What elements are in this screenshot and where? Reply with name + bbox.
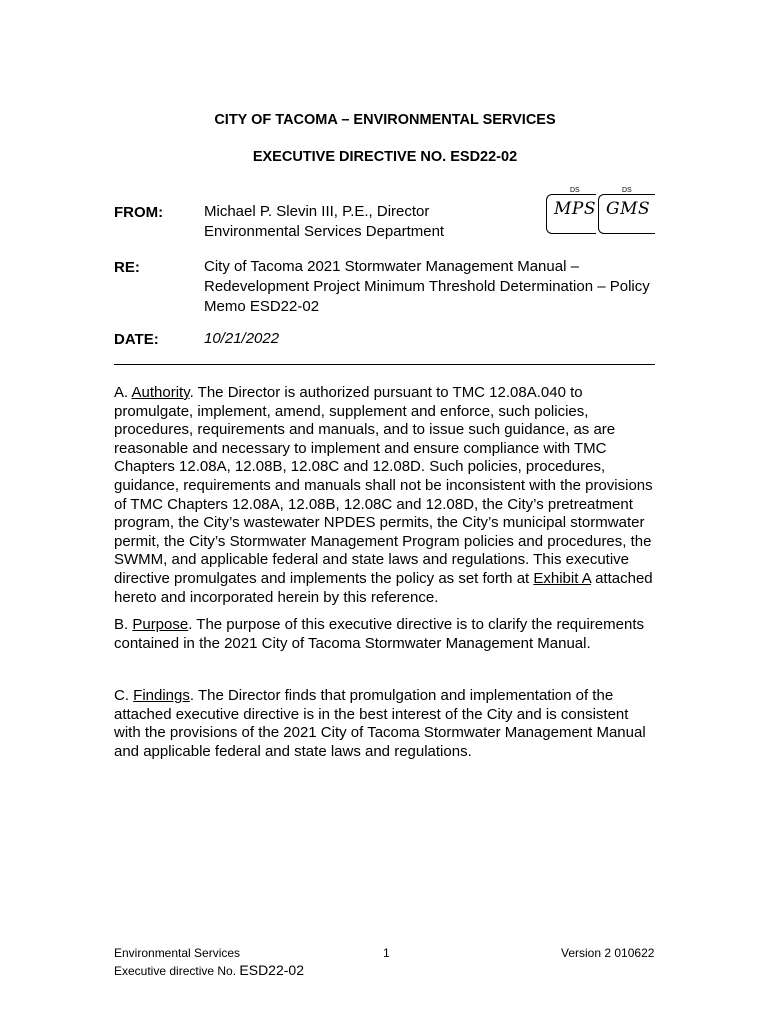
section-findings [114,687,659,761]
directive-number-title: EXECUTIVE DIRECTIVE NO. ESD22-02 [252,149,518,165]
section-text: . The Director is authorized pursuant to TMC 12.08A.040 to promulgate, implement, amend, supplement and enforce, such policies, procedures, requirements and manuals, and to issue such guidance, as are reasonable and necessary to implement and ensure compliance with TMC Chapters 12.08A, 12.08B, 12.08C and 12.08D. Such policies, procedures, guidance, requirements and manuals shall not be inconsistent with the provisions of TMC Chapters 12.08A, 12.08B, 12.08C and 12.08D, the City’s pretreatment program, the City’s wastewater NPDES permits, the City’s municipal stormwater permit, the City’s Stormwater Management Program policies and procedures, the SWMM, and applicable federal and state laws and regulations. This executive directive promulgates and implements the policy as set forth at [114,384,653,587]
from-label: FROM: [114,204,164,221]
section-text: . The purpose of this executive directive is to clarify the requirements contained in the 2021 City of Tacoma Stormwater Management Manual. [114,616,644,652]
re-value [204,257,664,317]
re-line: Redevelopment Project Minimum Threshold Determination – Policy [204,278,650,295]
date-value: 10/21/2022 [204,330,280,347]
date-label: DATE: [114,331,159,348]
docusign-initials-box [598,188,655,234]
section-text: attached hereto and incorporated herein by this reference. [114,569,653,606]
footer-version: Version 2 010622 [561,946,655,960]
re-line: Memo ESD22-02 [204,298,320,315]
footer-directive-number: ESD22-02 [239,962,304,978]
re-line: City of Tacoma 2021 Stormwater Management Manual – [204,258,579,275]
ds-tag: DS [622,187,632,194]
page-number: 1 [383,946,390,960]
from-department: Environmental Services Department [204,223,445,240]
header-divider [114,364,655,365]
section-authority [114,384,659,607]
section-prefix: A. [114,384,132,401]
footer-directive-prefix: Executive directive No. [114,964,240,978]
section-heading: Authority [131,384,190,401]
re-label: RE: [114,259,140,276]
section-heading: Findings [133,687,190,704]
section-prefix: B. [114,616,133,633]
footer-department: Environmental Services [114,946,241,960]
ds-tag: DS [570,187,580,194]
document-title: CITY OF TACOMA – ENVIRONMENTAL SERVICES [214,112,556,128]
from-name: Michael P. Slevin III, P.E., Director [204,203,430,220]
section-purpose [114,616,659,653]
handwritten-initials: MPS [554,199,596,219]
handwritten-initials: GMS [606,199,651,219]
footer-directive [114,962,304,978]
exhibit-reference: Exhibit A [533,569,591,587]
section-heading: Purpose [132,616,189,633]
section-prefix: C. [114,687,134,704]
section-text: . The Director finds that promulgation and implementation of the attached executive directive is in the best interest of the City and is consistent with the provisions of the 2021 City of Tacoma Stormwater Management Manual and applicable federal and state laws and regulations. [114,687,646,760]
docusign-initials-box [546,188,596,234]
